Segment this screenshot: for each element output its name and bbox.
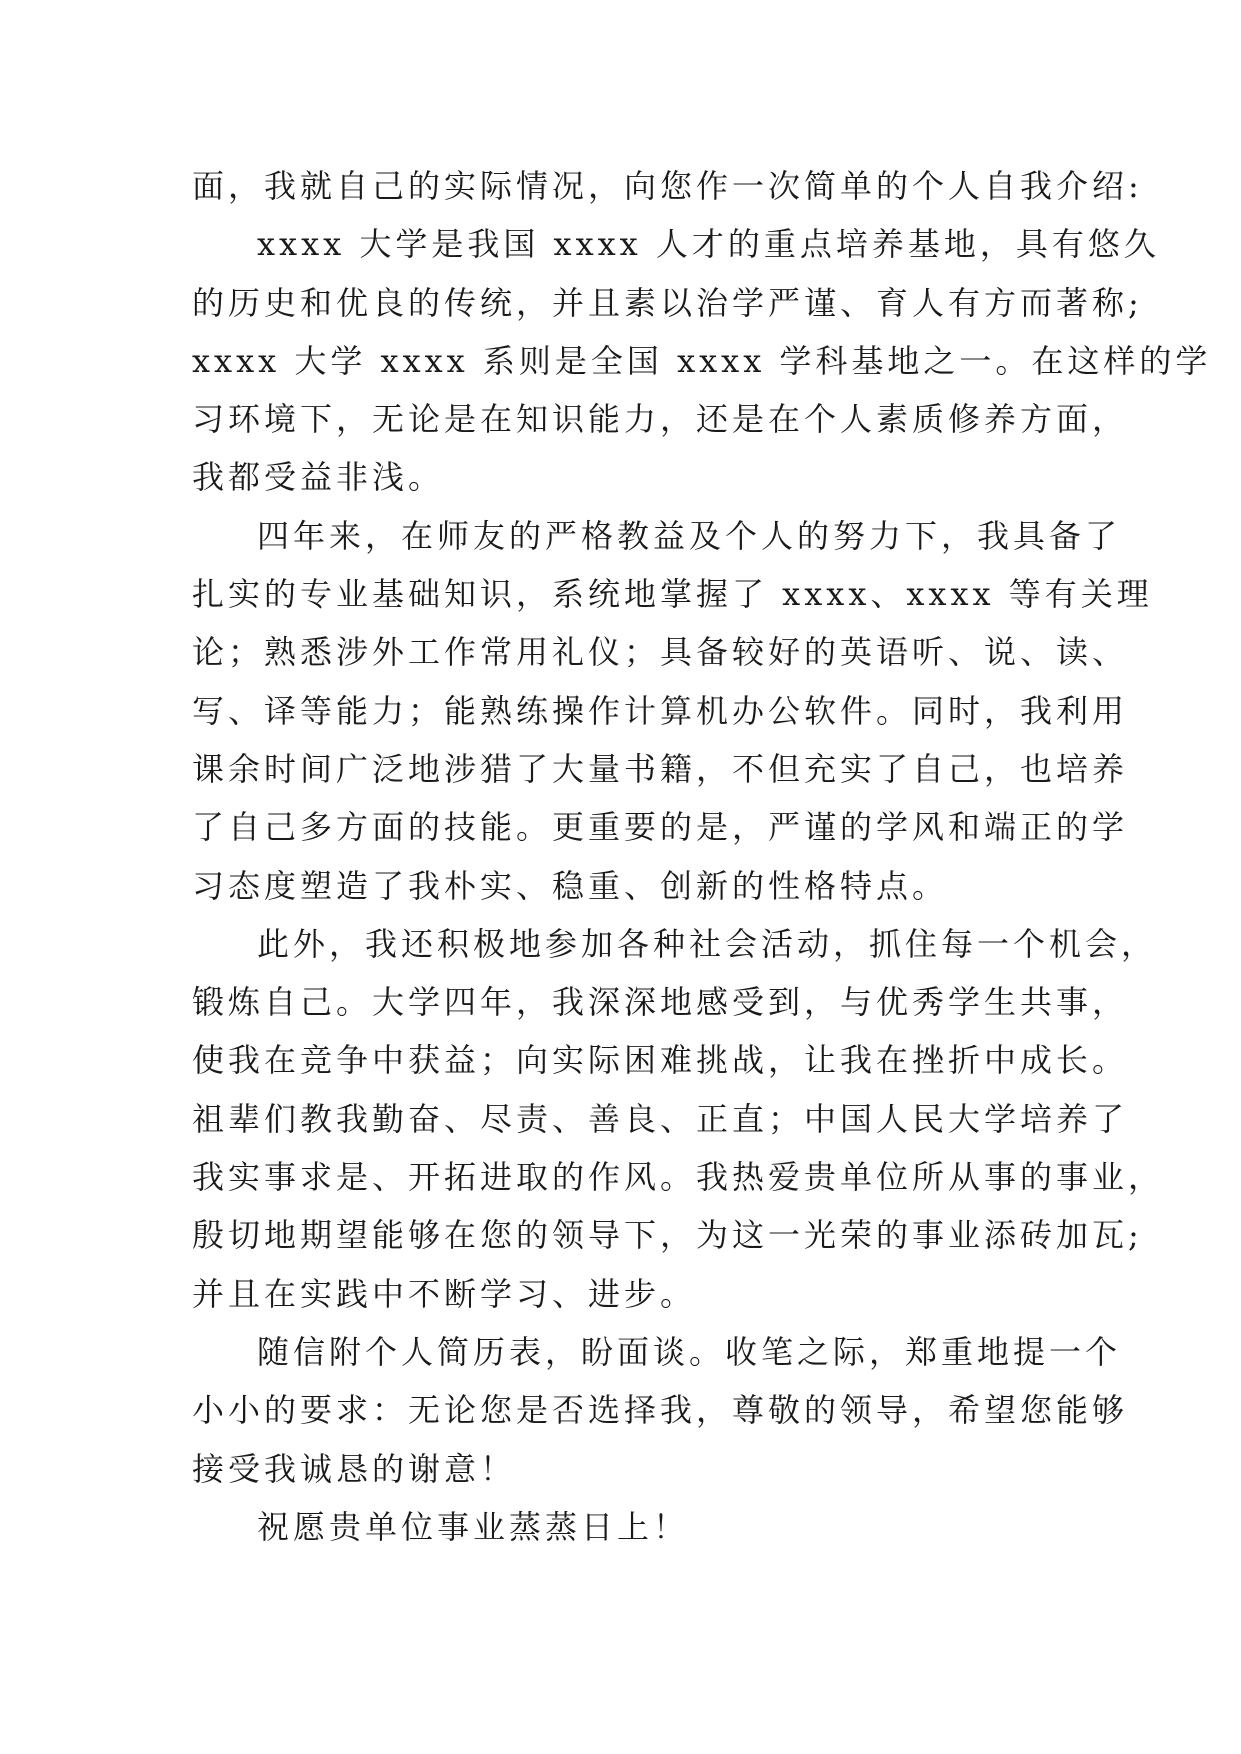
text-line: 习态度塑造了我朴实、稳重、创新的性格特点。 — [192, 866, 949, 905]
text-line: 写、译等能力；能熟练操作计算机办公软件。同时，我利用 — [192, 691, 1129, 730]
text-line: 我都受益非浅。 — [192, 458, 445, 497]
text-line: 使我在竞争中获益；向实际困难挑战，让我在挫折中成长。 — [192, 1041, 1129, 1080]
text-line: 随信附个人简历表，盼面谈。收笔之际，郑重地提一个 — [257, 1332, 1122, 1371]
text-line: 我实事求是、开拓进取的作风。我热爱贵单位所从事的事业， — [192, 1158, 1165, 1197]
text-line: 论；熟悉涉外工作常用礼仪；具备较好的英语听、说、读、 — [192, 633, 1129, 672]
text-line: 四年来，在师友的严格教益及个人的努力下，我具备了 — [257, 516, 1122, 555]
letter-body — [192, 157, 1212, 1556]
text-line: 祖辈们教我勤奋、尽责、善良、正直；中国人民大学培养了 — [192, 1099, 1129, 1138]
text-line: 祝愿贵单位事业蒸蒸日上！ — [257, 1507, 690, 1546]
text-line: 的历史和优良的传统，并且素以治学严谨、育人有方而著称; — [192, 283, 1143, 322]
text-line: 小小的要求：无论您是否选择我，尊敬的领导，希望您能够 — [192, 1391, 1129, 1430]
text-line: 课余时间广泛地涉猎了大量书籍，不但充实了自己，也培养 — [192, 749, 1129, 788]
text-line: 并且在实践中不断学习、进步。 — [192, 1274, 697, 1313]
text-line: 锻炼自己。大学四年，我深深地感受到，与优秀学生共事， — [192, 983, 1129, 1022]
text-line: 面，我就自己的实际情况，向您作一次简单的个人自我介绍: — [192, 167, 1143, 205]
text-line: 接受我诚恳的谢意！ — [192, 1449, 517, 1488]
text-line: 此外，我还积极地参加各种社会活动，抓住每一个机会， — [257, 924, 1158, 963]
text-line: 习环境下，无论是在知识能力，还是在个人素质修养方面， — [192, 400, 1129, 439]
text-line: 殷切地期望能够在您的领导下，为这一光荣的事业添砖加瓦; — [192, 1216, 1143, 1255]
text-line: xxxx 大学是我国 xxxx 人才的重点培养基地，具有悠久 — [257, 225, 1160, 264]
text-line: 了自己多方面的技能。更重要的是，严谨的学风和端正的学 — [192, 808, 1129, 847]
text-line: 扎实的专业基础知识，系统地掌握了 xxxx、xxxx 等有关理 — [192, 575, 1153, 614]
text-line: xxxx 大学 xxxx 系则是全国 xxxx 学科基地之一。在这样的学 — [192, 341, 1212, 380]
